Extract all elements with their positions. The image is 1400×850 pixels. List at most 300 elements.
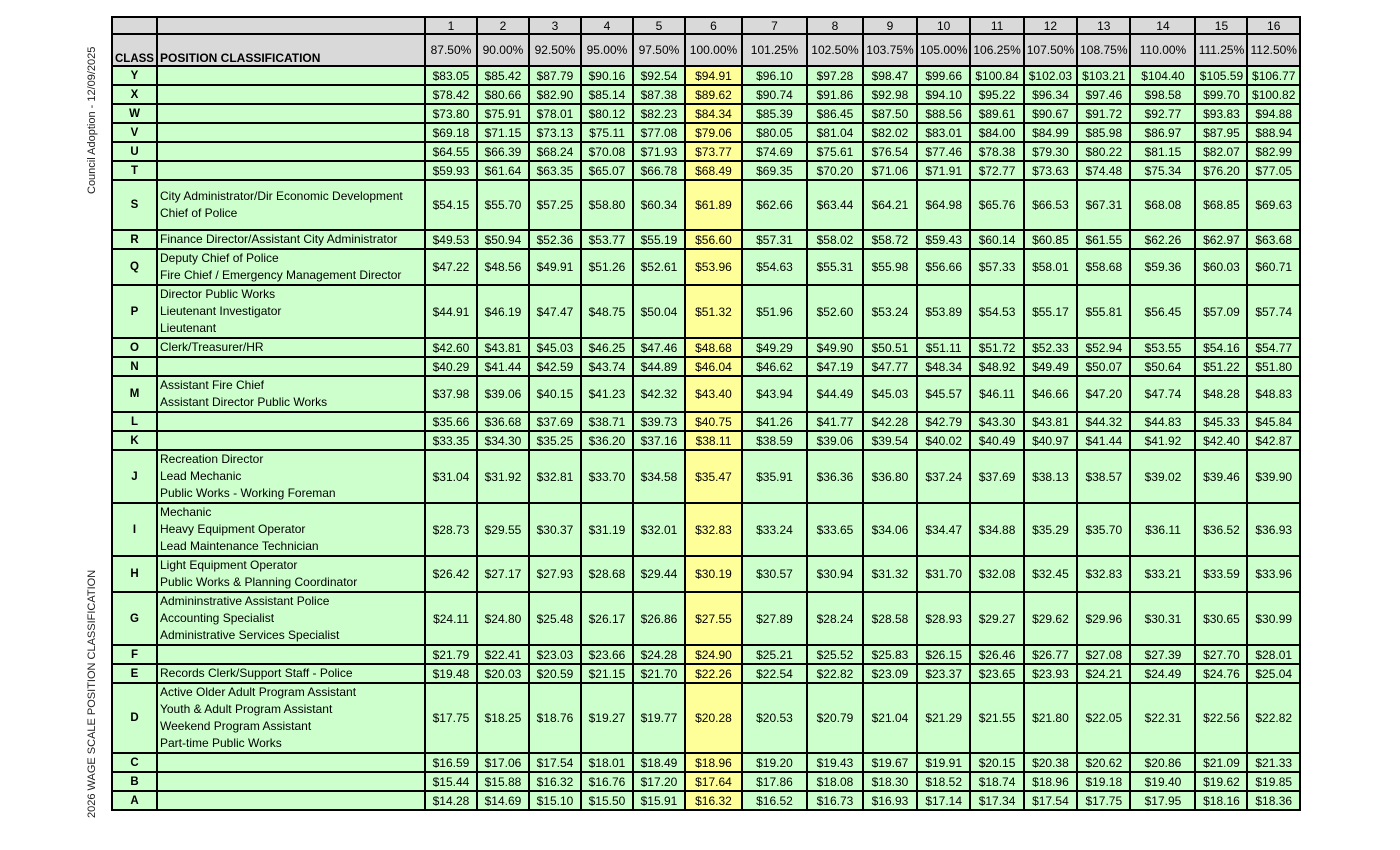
table-row xyxy=(112,180,1300,230)
rate-cell-step-16: $19.85 xyxy=(1247,772,1299,791)
rate-cell-step-4: $48.75 xyxy=(581,285,633,338)
rate-cell-step-5: $34.58 xyxy=(633,450,685,503)
rate-cell-step-3: $25.48 xyxy=(529,592,581,645)
step-header-9: 9 xyxy=(863,17,917,34)
rate-cell-step-5: $32.01 xyxy=(633,503,685,556)
rate-cell-step-12: $79.30 xyxy=(1024,142,1077,161)
step-percentage-7: 101.25% xyxy=(742,34,807,66)
rate-cell-step-13: $67.31 xyxy=(1077,180,1130,230)
table-row xyxy=(112,503,1300,556)
blank-header-cell xyxy=(157,17,425,34)
rate-cell-step-8: $91.86 xyxy=(807,85,863,104)
rate-cell-step-3: $63.35 xyxy=(529,161,581,180)
position-title: Lieutenant Investigator xyxy=(159,304,282,318)
rate-cell-step-14: $41.92 xyxy=(1130,431,1195,450)
position-cell xyxy=(157,503,425,556)
rate-cell-step-8: $44.49 xyxy=(807,376,863,412)
rate-cell-step-15: $87.95 xyxy=(1195,123,1247,142)
rate-cell-step-6: $94.91 xyxy=(685,66,742,85)
rate-cell-step-1: $44.91 xyxy=(425,285,477,338)
rate-cell-step-5: $29.44 xyxy=(633,556,685,592)
rate-cell-step-16: $21.33 xyxy=(1247,753,1299,772)
rate-cell-step-9: $64.21 xyxy=(863,180,917,230)
rate-cell-step-3: $35.25 xyxy=(529,431,581,450)
rate-cell-step-3: $27.93 xyxy=(529,556,581,592)
rate-cell-step-11: $32.08 xyxy=(970,556,1023,592)
rate-cell-step-16: $54.77 xyxy=(1247,338,1299,357)
rate-cell-step-14: $20.86 xyxy=(1130,753,1195,772)
rate-cell-step-10: $71.91 xyxy=(917,161,970,180)
rate-cell-step-7: $22.54 xyxy=(742,664,807,683)
position-title: Weekend Program Assistant xyxy=(159,719,312,733)
rate-cell-step-12: $35.29 xyxy=(1024,503,1077,556)
rate-cell-step-6: $53.96 xyxy=(685,249,742,285)
class-cell: K xyxy=(112,431,157,450)
rate-cell-step-7: $38.59 xyxy=(742,431,807,450)
step-header-13: 13 xyxy=(1077,17,1130,34)
step-header-6: 6 xyxy=(685,17,742,34)
class-cell: C xyxy=(112,753,157,772)
rate-cell-step-11: $78.38 xyxy=(970,142,1023,161)
rate-cell-step-8: $19.43 xyxy=(807,753,863,772)
rate-cell-step-12: $26.77 xyxy=(1024,645,1077,664)
rate-cell-step-3: $78.01 xyxy=(529,104,581,123)
step-percentage-12: 107.50% xyxy=(1024,34,1077,66)
rate-cell-step-9: $45.03 xyxy=(863,376,917,412)
rate-cell-step-15: $21.09 xyxy=(1195,753,1247,772)
step-percentage-5: 97.50% xyxy=(633,34,685,66)
rate-cell-step-2: $24.80 xyxy=(477,592,529,645)
rate-cell-step-13: $55.81 xyxy=(1077,285,1130,338)
class-cell: I xyxy=(112,503,157,556)
rate-cell-step-6: $17.64 xyxy=(685,772,742,791)
position-cell xyxy=(157,123,425,142)
class-cell: N xyxy=(112,357,157,376)
rate-cell-step-8: $16.73 xyxy=(807,791,863,810)
rate-cell-step-7: $85.39 xyxy=(742,104,807,123)
rate-cell-step-4: $65.07 xyxy=(581,161,633,180)
rate-cell-step-15: $27.70 xyxy=(1195,645,1247,664)
class-cell: W xyxy=(112,104,157,123)
rate-cell-step-6: $18.96 xyxy=(685,753,742,772)
rate-cell-step-4: $80.12 xyxy=(581,104,633,123)
rate-cell-step-3: $49.91 xyxy=(529,249,581,285)
rate-cell-step-15: $30.65 xyxy=(1195,592,1247,645)
rate-cell-step-5: $37.16 xyxy=(633,431,685,450)
position-cell xyxy=(157,431,425,450)
rate-cell-step-7: $16.52 xyxy=(742,791,807,810)
rate-cell-step-6: $22.26 xyxy=(685,664,742,683)
table-row xyxy=(112,285,1300,338)
adoption-date-label: Council Adoption - 12/09/2025 xyxy=(86,46,98,194)
rate-cell-step-14: $86.97 xyxy=(1130,123,1195,142)
rate-cell-step-11: $48.92 xyxy=(970,357,1023,376)
rate-cell-step-7: $80.05 xyxy=(742,123,807,142)
rate-cell-step-3: $15.10 xyxy=(529,791,581,810)
rate-cell-step-14: $56.45 xyxy=(1130,285,1195,338)
position-cell xyxy=(157,338,425,357)
position-cell xyxy=(157,772,425,791)
rate-cell-step-9: $50.51 xyxy=(863,338,917,357)
rate-cell-step-4: $38.71 xyxy=(581,412,633,431)
table-row xyxy=(112,683,1300,753)
rate-cell-step-10: $34.47 xyxy=(917,503,970,556)
table-row xyxy=(112,338,1300,357)
rate-cell-step-14: $24.49 xyxy=(1130,664,1195,683)
rate-cell-step-8: $30.94 xyxy=(807,556,863,592)
rate-cell-step-4: $21.15 xyxy=(581,664,633,683)
rate-cell-step-14: $81.15 xyxy=(1130,142,1195,161)
rate-cell-step-3: $17.54 xyxy=(529,753,581,772)
table-row xyxy=(112,104,1300,123)
rate-cell-step-12: $60.85 xyxy=(1024,230,1077,249)
table-row xyxy=(112,230,1300,249)
step-number-row xyxy=(112,17,1300,34)
step-percentage-1: 87.50% xyxy=(425,34,477,66)
rate-cell-step-7: $69.35 xyxy=(742,161,807,180)
rate-cell-step-16: $69.63 xyxy=(1247,180,1299,230)
rate-cell-step-1: $59.93 xyxy=(425,161,477,180)
class-cell: Y xyxy=(112,66,157,85)
rate-cell-step-8: $52.60 xyxy=(807,285,863,338)
rate-cell-step-13: $50.07 xyxy=(1077,357,1130,376)
class-column-header: CLASS xyxy=(112,34,157,66)
rate-cell-step-3: $37.69 xyxy=(529,412,581,431)
rate-cell-step-14: $19.40 xyxy=(1130,772,1195,791)
step-header-3: 3 xyxy=(529,17,581,34)
rate-cell-step-14: $104.40 xyxy=(1130,66,1195,85)
rate-cell-step-13: $74.48 xyxy=(1077,161,1130,180)
rate-cell-step-2: $17.06 xyxy=(477,753,529,772)
rate-cell-step-14: $53.55 xyxy=(1130,338,1195,357)
rate-cell-step-14: $59.36 xyxy=(1130,249,1195,285)
step-header-11: 11 xyxy=(970,17,1023,34)
rate-cell-step-2: $27.17 xyxy=(477,556,529,592)
rate-cell-step-13: $35.70 xyxy=(1077,503,1130,556)
rate-cell-step-13: $22.05 xyxy=(1077,683,1130,753)
rate-cell-step-8: $20.79 xyxy=(807,683,863,753)
position-title: Assistant Director Public Works xyxy=(159,395,328,409)
position-column-header: POSITION CLASSIFICATION xyxy=(157,34,425,66)
rate-cell-step-7: $20.53 xyxy=(742,683,807,753)
rate-cell-step-13: $44.32 xyxy=(1077,412,1130,431)
class-cell: V xyxy=(112,123,157,142)
rate-cell-step-8: $58.02 xyxy=(807,230,863,249)
rate-cell-step-16: $42.87 xyxy=(1247,431,1299,450)
rate-cell-step-16: $51.80 xyxy=(1247,357,1299,376)
rate-cell-step-15: $39.46 xyxy=(1195,450,1247,503)
class-cell: H xyxy=(112,556,157,592)
step-percentage-4: 95.00% xyxy=(581,34,633,66)
rate-cell-step-15: $57.09 xyxy=(1195,285,1247,338)
rate-cell-step-7: $41.26 xyxy=(742,412,807,431)
position-title: Heavy Equipment Operator xyxy=(159,522,306,536)
table-row xyxy=(112,772,1300,791)
rate-cell-step-13: $91.72 xyxy=(1077,104,1130,123)
rate-cell-step-12: $55.17 xyxy=(1024,285,1077,338)
rate-cell-step-1: $26.42 xyxy=(425,556,477,592)
rate-cell-step-7: $54.63 xyxy=(742,249,807,285)
rate-cell-step-9: $19.67 xyxy=(863,753,917,772)
rate-cell-step-16: $39.90 xyxy=(1247,450,1299,503)
rate-cell-step-3: $20.59 xyxy=(529,664,581,683)
step-header-16: 16 xyxy=(1247,17,1299,34)
rate-cell-step-13: $27.08 xyxy=(1077,645,1130,664)
rate-cell-step-8: $39.06 xyxy=(807,431,863,450)
table-row xyxy=(112,556,1300,592)
rate-cell-step-1: $37.98 xyxy=(425,376,477,412)
rate-cell-step-1: $78.42 xyxy=(425,85,477,104)
position-title: Lieutenant xyxy=(159,321,217,335)
rate-cell-step-1: $40.29 xyxy=(425,357,477,376)
rate-cell-step-9: $76.54 xyxy=(863,142,917,161)
rate-cell-step-9: $47.77 xyxy=(863,357,917,376)
step-header-10: 10 xyxy=(917,17,970,34)
rate-cell-step-1: $69.18 xyxy=(425,123,477,142)
rate-cell-step-14: $27.39 xyxy=(1130,645,1195,664)
position-cell xyxy=(157,357,425,376)
rate-cell-step-7: $96.10 xyxy=(742,66,807,85)
rate-cell-step-14: $68.08 xyxy=(1130,180,1195,230)
rate-cell-step-9: $42.28 xyxy=(863,412,917,431)
position-cell xyxy=(157,230,425,249)
table-row xyxy=(112,664,1300,683)
rate-cell-step-8: $49.90 xyxy=(807,338,863,357)
rate-cell-step-13: $61.55 xyxy=(1077,230,1130,249)
step-header-8: 8 xyxy=(807,17,863,34)
rate-cell-step-7: $62.66 xyxy=(742,180,807,230)
rate-cell-step-1: $21.79 xyxy=(425,645,477,664)
rate-cell-step-5: $17.20 xyxy=(633,772,685,791)
rate-cell-step-11: $89.61 xyxy=(970,104,1023,123)
rate-cell-step-9: $58.72 xyxy=(863,230,917,249)
step-header-14: 14 xyxy=(1130,17,1195,34)
rate-cell-step-1: $35.66 xyxy=(425,412,477,431)
rate-cell-step-12: $40.97 xyxy=(1024,431,1077,450)
rate-cell-step-1: $33.35 xyxy=(425,431,477,450)
rate-cell-step-8: $63.44 xyxy=(807,180,863,230)
rate-cell-step-13: $17.75 xyxy=(1077,791,1130,810)
rate-cell-step-6: $79.06 xyxy=(685,123,742,142)
rate-cell-step-14: $98.58 xyxy=(1130,85,1195,104)
rate-cell-step-14: $44.83 xyxy=(1130,412,1195,431)
class-cell: J xyxy=(112,450,157,503)
rate-cell-step-10: $21.29 xyxy=(917,683,970,753)
rate-cell-step-2: $55.70 xyxy=(477,180,529,230)
rate-cell-step-6: $84.34 xyxy=(685,104,742,123)
rate-cell-step-10: $88.56 xyxy=(917,104,970,123)
position-cell xyxy=(157,556,425,592)
class-cell: X xyxy=(112,85,157,104)
rate-cell-step-12: $102.03 xyxy=(1024,66,1077,85)
rate-cell-step-12: $43.81 xyxy=(1024,412,1077,431)
rate-cell-step-9: $71.06 xyxy=(863,161,917,180)
rate-cell-step-11: $95.22 xyxy=(970,85,1023,104)
rate-cell-step-12: $66.53 xyxy=(1024,180,1077,230)
rate-cell-step-11: $26.46 xyxy=(970,645,1023,664)
rate-cell-step-7: $17.86 xyxy=(742,772,807,791)
rate-cell-step-2: $46.19 xyxy=(477,285,529,338)
rate-cell-step-3: $68.24 xyxy=(529,142,581,161)
table-header xyxy=(112,17,1300,66)
position-cell xyxy=(157,683,425,753)
rate-cell-step-14: $33.21 xyxy=(1130,556,1195,592)
position-cell xyxy=(157,592,425,645)
table-row xyxy=(112,66,1300,85)
rate-cell-step-8: $22.82 xyxy=(807,664,863,683)
rate-cell-step-10: $59.43 xyxy=(917,230,970,249)
rate-cell-step-7: $33.24 xyxy=(742,503,807,556)
position-title: City Administrator/Dir Economic Development xyxy=(159,189,403,203)
position-title: Finance Director/Assistant City Administrator xyxy=(159,232,398,246)
rate-cell-step-10: $40.02 xyxy=(917,431,970,450)
position-title: Recreation Director xyxy=(159,452,264,466)
rate-cell-step-13: $52.94 xyxy=(1077,338,1130,357)
rate-cell-step-16: $100.82 xyxy=(1247,85,1299,104)
position-title: Public Works - Working Foreman xyxy=(159,486,336,500)
rate-cell-step-1: $47.22 xyxy=(425,249,477,285)
table-row xyxy=(112,592,1300,645)
rate-cell-step-11: $100.84 xyxy=(970,66,1023,85)
rate-cell-step-4: $58.80 xyxy=(581,180,633,230)
class-cell: R xyxy=(112,230,157,249)
position-cell xyxy=(157,450,425,503)
document-title-label: 2026 WAGE SCALE POSITION CLASSIFICATION xyxy=(86,569,98,818)
rate-cell-step-7: $57.31 xyxy=(742,230,807,249)
rate-cell-step-5: $39.73 xyxy=(633,412,685,431)
rate-cell-step-12: $58.01 xyxy=(1024,249,1077,285)
rate-cell-step-7: $35.91 xyxy=(742,450,807,503)
rate-cell-step-7: $25.21 xyxy=(742,645,807,664)
table-row xyxy=(112,450,1300,503)
position-cell xyxy=(157,142,425,161)
rate-cell-step-2: $41.44 xyxy=(477,357,529,376)
rate-cell-step-1: $15.44 xyxy=(425,772,477,791)
rate-cell-step-3: $45.03 xyxy=(529,338,581,357)
table-row xyxy=(112,791,1300,810)
rate-cell-step-2: $80.66 xyxy=(477,85,529,104)
class-cell: F xyxy=(112,645,157,664)
rate-cell-step-2: $29.55 xyxy=(477,503,529,556)
rate-cell-step-10: $31.70 xyxy=(917,556,970,592)
rate-cell-step-8: $97.28 xyxy=(807,66,863,85)
rate-cell-step-14: $75.34 xyxy=(1130,161,1195,180)
position-title: Public Works & Planning Coordinator xyxy=(159,575,358,589)
class-cell: L xyxy=(112,412,157,431)
rate-cell-step-12: $18.96 xyxy=(1024,772,1077,791)
rate-cell-step-7: $90.74 xyxy=(742,85,807,104)
rate-cell-step-3: $47.47 xyxy=(529,285,581,338)
rate-cell-step-6: $61.89 xyxy=(685,180,742,230)
step-percentage-2: 90.00% xyxy=(477,34,529,66)
rate-cell-step-5: $52.61 xyxy=(633,249,685,285)
rate-cell-step-5: $87.38 xyxy=(633,85,685,104)
rate-cell-step-8: $75.61 xyxy=(807,142,863,161)
rate-cell-step-1: $24.11 xyxy=(425,592,477,645)
rate-cell-step-11: $34.88 xyxy=(970,503,1023,556)
rate-cell-step-9: $25.83 xyxy=(863,645,917,664)
rate-cell-step-4: $85.14 xyxy=(581,85,633,104)
position-title: Fire Chief / Emergency Management Director xyxy=(159,268,402,282)
rate-cell-step-4: $41.23 xyxy=(581,376,633,412)
rate-cell-step-6: $30.19 xyxy=(685,556,742,592)
rate-cell-step-11: $37.69 xyxy=(970,450,1023,503)
class-cell: D xyxy=(112,683,157,753)
rate-cell-step-3: $32.81 xyxy=(529,450,581,503)
step-header-7: 7 xyxy=(742,17,807,34)
rate-cell-step-16: $45.84 xyxy=(1247,412,1299,431)
rate-cell-step-9: $82.02 xyxy=(863,123,917,142)
rate-cell-step-10: $26.15 xyxy=(917,645,970,664)
rate-cell-step-9: $87.50 xyxy=(863,104,917,123)
rate-cell-step-5: $44.89 xyxy=(633,357,685,376)
rate-cell-step-10: $83.01 xyxy=(917,123,970,142)
rate-cell-step-7: $43.94 xyxy=(742,376,807,412)
rate-cell-step-15: $62.97 xyxy=(1195,230,1247,249)
rate-cell-step-3: $82.90 xyxy=(529,85,581,104)
table-body xyxy=(112,66,1300,810)
rate-cell-step-6: $48.68 xyxy=(685,338,742,357)
rate-cell-step-10: $42.79 xyxy=(917,412,970,431)
rate-cell-step-9: $39.54 xyxy=(863,431,917,450)
rate-cell-step-4: $70.08 xyxy=(581,142,633,161)
rate-cell-step-11: $29.27 xyxy=(970,592,1023,645)
rate-cell-step-2: $36.68 xyxy=(477,412,529,431)
class-cell: T xyxy=(112,161,157,180)
position-cell xyxy=(157,285,425,338)
rate-cell-step-4: $75.11 xyxy=(581,123,633,142)
rate-cell-step-3: $16.32 xyxy=(529,772,581,791)
position-title: Deputy Chief of Police xyxy=(159,251,279,265)
table-row xyxy=(112,161,1300,180)
rate-cell-step-5: $60.34 xyxy=(633,180,685,230)
rate-cell-step-10: $77.46 xyxy=(917,142,970,161)
rate-cell-step-11: $54.53 xyxy=(970,285,1023,338)
rate-cell-step-13: $47.20 xyxy=(1077,376,1130,412)
class-cell: G xyxy=(112,592,157,645)
rate-cell-step-15: $48.28 xyxy=(1195,376,1247,412)
rate-cell-step-11: $18.74 xyxy=(970,772,1023,791)
rate-cell-step-10: $48.34 xyxy=(917,357,970,376)
rate-cell-step-15: $22.56 xyxy=(1195,683,1247,753)
rate-cell-step-1: $49.53 xyxy=(425,230,477,249)
step-header-5: 5 xyxy=(633,17,685,34)
rate-cell-step-11: $21.55 xyxy=(970,683,1023,753)
rate-cell-step-10: $28.93 xyxy=(917,592,970,645)
rate-cell-step-1: $83.05 xyxy=(425,66,477,85)
rate-cell-step-4: $18.01 xyxy=(581,753,633,772)
rate-cell-step-6: $35.47 xyxy=(685,450,742,503)
position-title: Accounting Specialist xyxy=(159,611,275,625)
rate-cell-step-4: $43.74 xyxy=(581,357,633,376)
rate-cell-step-16: $57.74 xyxy=(1247,285,1299,338)
position-title: Chief of Police xyxy=(159,206,238,220)
rate-cell-step-14: $36.11 xyxy=(1130,503,1195,556)
wage-scale-table xyxy=(111,16,1301,811)
class-cell: S xyxy=(112,180,157,230)
rate-cell-step-15: $51.22 xyxy=(1195,357,1247,376)
position-cell xyxy=(157,104,425,123)
rate-cell-step-6: $56.60 xyxy=(685,230,742,249)
rate-cell-step-10: $56.66 xyxy=(917,249,970,285)
rate-cell-step-16: $33.96 xyxy=(1247,556,1299,592)
step-percentage-row xyxy=(112,34,1300,66)
rate-cell-step-16: $36.93 xyxy=(1247,503,1299,556)
class-cell: B xyxy=(112,772,157,791)
rate-cell-step-5: $66.78 xyxy=(633,161,685,180)
rate-cell-step-16: $60.71 xyxy=(1247,249,1299,285)
rate-cell-step-8: $25.52 xyxy=(807,645,863,664)
